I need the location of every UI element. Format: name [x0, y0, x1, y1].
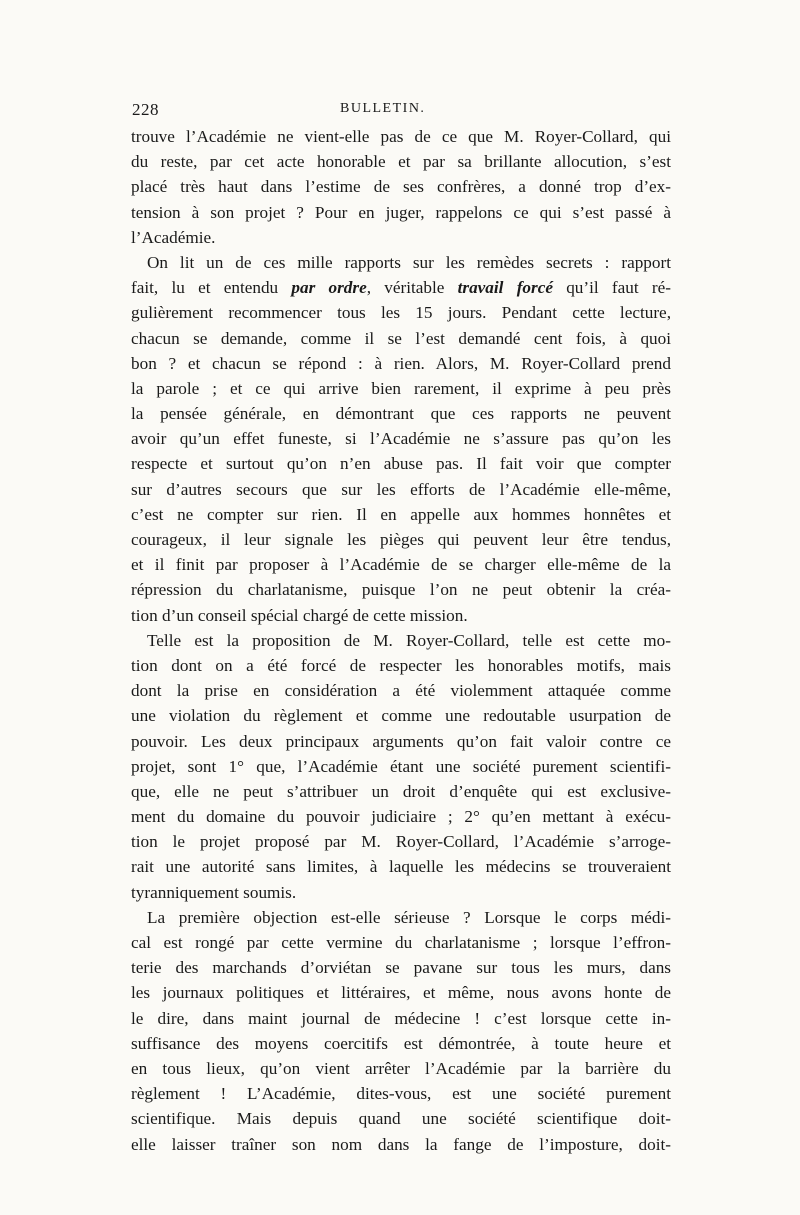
text-line: terie des marchands d’orviétan se pavane sur tous les murs, dans	[131, 958, 671, 978]
text-line: placé très haut dans l’estime de ses confrères, a donné trop d’ex-	[131, 177, 671, 197]
emphasis-par-ordre: par ordre	[291, 278, 367, 298]
text-segment: fait, lu et entendu	[131, 278, 292, 298]
text-line: une violation du règlement et comme une redoutable usurpation de	[131, 706, 671, 726]
text-line: les journaux politiques et littéraires, et même, nous avons honte de	[131, 983, 671, 1003]
text-segment: , véritable	[366, 278, 458, 298]
text-line: gulièrement recommencer tous les 15 jours. Pendant cette lecture,	[131, 303, 671, 323]
page-header	[132, 100, 672, 122]
text-line: bon ? et chacun se répond : à rien. Alors, M. Royer-Collard prend	[131, 353, 671, 373]
text-line: Telle est la proposition de M. Royer-Collard, telle est cette mo-	[147, 630, 671, 650]
text-line: pouvoir. Les deux principaux arguments qu’on fait valoir contre ce	[131, 731, 671, 751]
emphasis-travail-force: travail forcé	[457, 278, 553, 298]
text-line: tion d’un conseil spécial chargé de cette mission.	[131, 605, 468, 625]
text-line: avoir qu’un effet funeste, si l’Académie ne s’assure pas qu’on les	[131, 429, 671, 449]
text-line: respecte et surtout qu’on n’en abuse pas. Il fait voir que compter	[131, 454, 671, 474]
text-line: et il finit par proposer à l’Académie de se charger elle-même de la	[131, 555, 671, 575]
text-line: c’est ne compter sur rien. Il en appelle aux hommes honnêtes et	[131, 504, 671, 524]
text-line: projet, sont 1° que, l’Académie étant une société purement scientifi-	[131, 756, 671, 776]
text-line-with-emphasis	[131, 275, 671, 300]
text-line: scientifique. Mais depuis quand une société scientifique doit-	[131, 1109, 671, 1129]
text-line: l’Académie.	[131, 227, 216, 247]
page-number: 228	[132, 100, 159, 119]
text-line: trouve l’Académie ne vient-elle pas de ce que M. Royer-Collard, qui	[131, 127, 671, 146]
text-line: en tous lieux, qu’on vient arrêter l’Académie par la barrière du	[131, 1058, 671, 1078]
text-line: cal est rongé par cette vermine du charlatanisme ; lorsque l’effron-	[131, 933, 671, 952]
text-line: dont la prise en considération a été violemment attaquée comme	[131, 681, 671, 701]
text-line: sur d’autres secours que sur les efforts de l’Académie elle-même,	[131, 479, 671, 499]
text-line: elle laisser traîner son nom dans la fange de l’imposture, doit-	[131, 1134, 671, 1154]
text-line: la pensée générale, en démontrant que ces rapports ne peuvent	[131, 404, 671, 424]
text-line: répression du charlatanisme, puisque l’on ne peut obtenir la créa-	[131, 580, 671, 600]
text-line: la parole ; et ce qui arrive bien rarement, il exprime à peu près	[131, 378, 671, 398]
text-line: ment du domaine du pouvoir judiciaire ; 2° qu’en mettant à exécu-	[131, 807, 671, 827]
text-line: règlement ! L’Académie, dites-vous, est une société purement	[131, 1084, 671, 1104]
text-line: suffisance des moyens coercitifs est démontrée, à toute heure et	[131, 1033, 671, 1053]
text-line: La première objection est-elle sérieuse ? Lorsque le corps médi-	[147, 907, 671, 927]
text-segment: qu’il faut ré-	[552, 278, 671, 298]
text-line: courageux, il leur signale les pièges qui peuvent leur être tendus,	[131, 530, 671, 549]
text-line: On lit un de ces mille rapports sur les remèdes secrets : rapport	[147, 252, 671, 272]
text-line: que, elle ne peut s’attribuer un droit d’enquête qui est exclusive-	[131, 781, 671, 801]
text-line: du reste, par cet acte honorable et par sa brillante allocution, s’est	[131, 152, 671, 172]
running-title: BULLETIN.	[340, 101, 426, 116]
text-line: tion le projet proposé par M. Royer-Collard, l’Académie s’arroge-	[131, 832, 671, 852]
text-line: tion dont on a été forcé de respecter les honorables motifs, mais	[131, 655, 671, 675]
text-line: le dire, dans maint journal de médecine ! c’est lorsque cette in-	[131, 1008, 671, 1028]
text-line: rait une autorité sans limites, à laquelle les médecins se trouveraient	[131, 857, 671, 877]
text-line: tyranniquement soumis.	[131, 882, 297, 902]
text-line: tension à son projet ? Pour en juger, rappelons ce qui s’est passé à	[131, 202, 671, 222]
body-text	[131, 124, 671, 1157]
text-line: chacun se demande, comme il se l’est demandé cent fois, à quoi	[131, 328, 671, 348]
